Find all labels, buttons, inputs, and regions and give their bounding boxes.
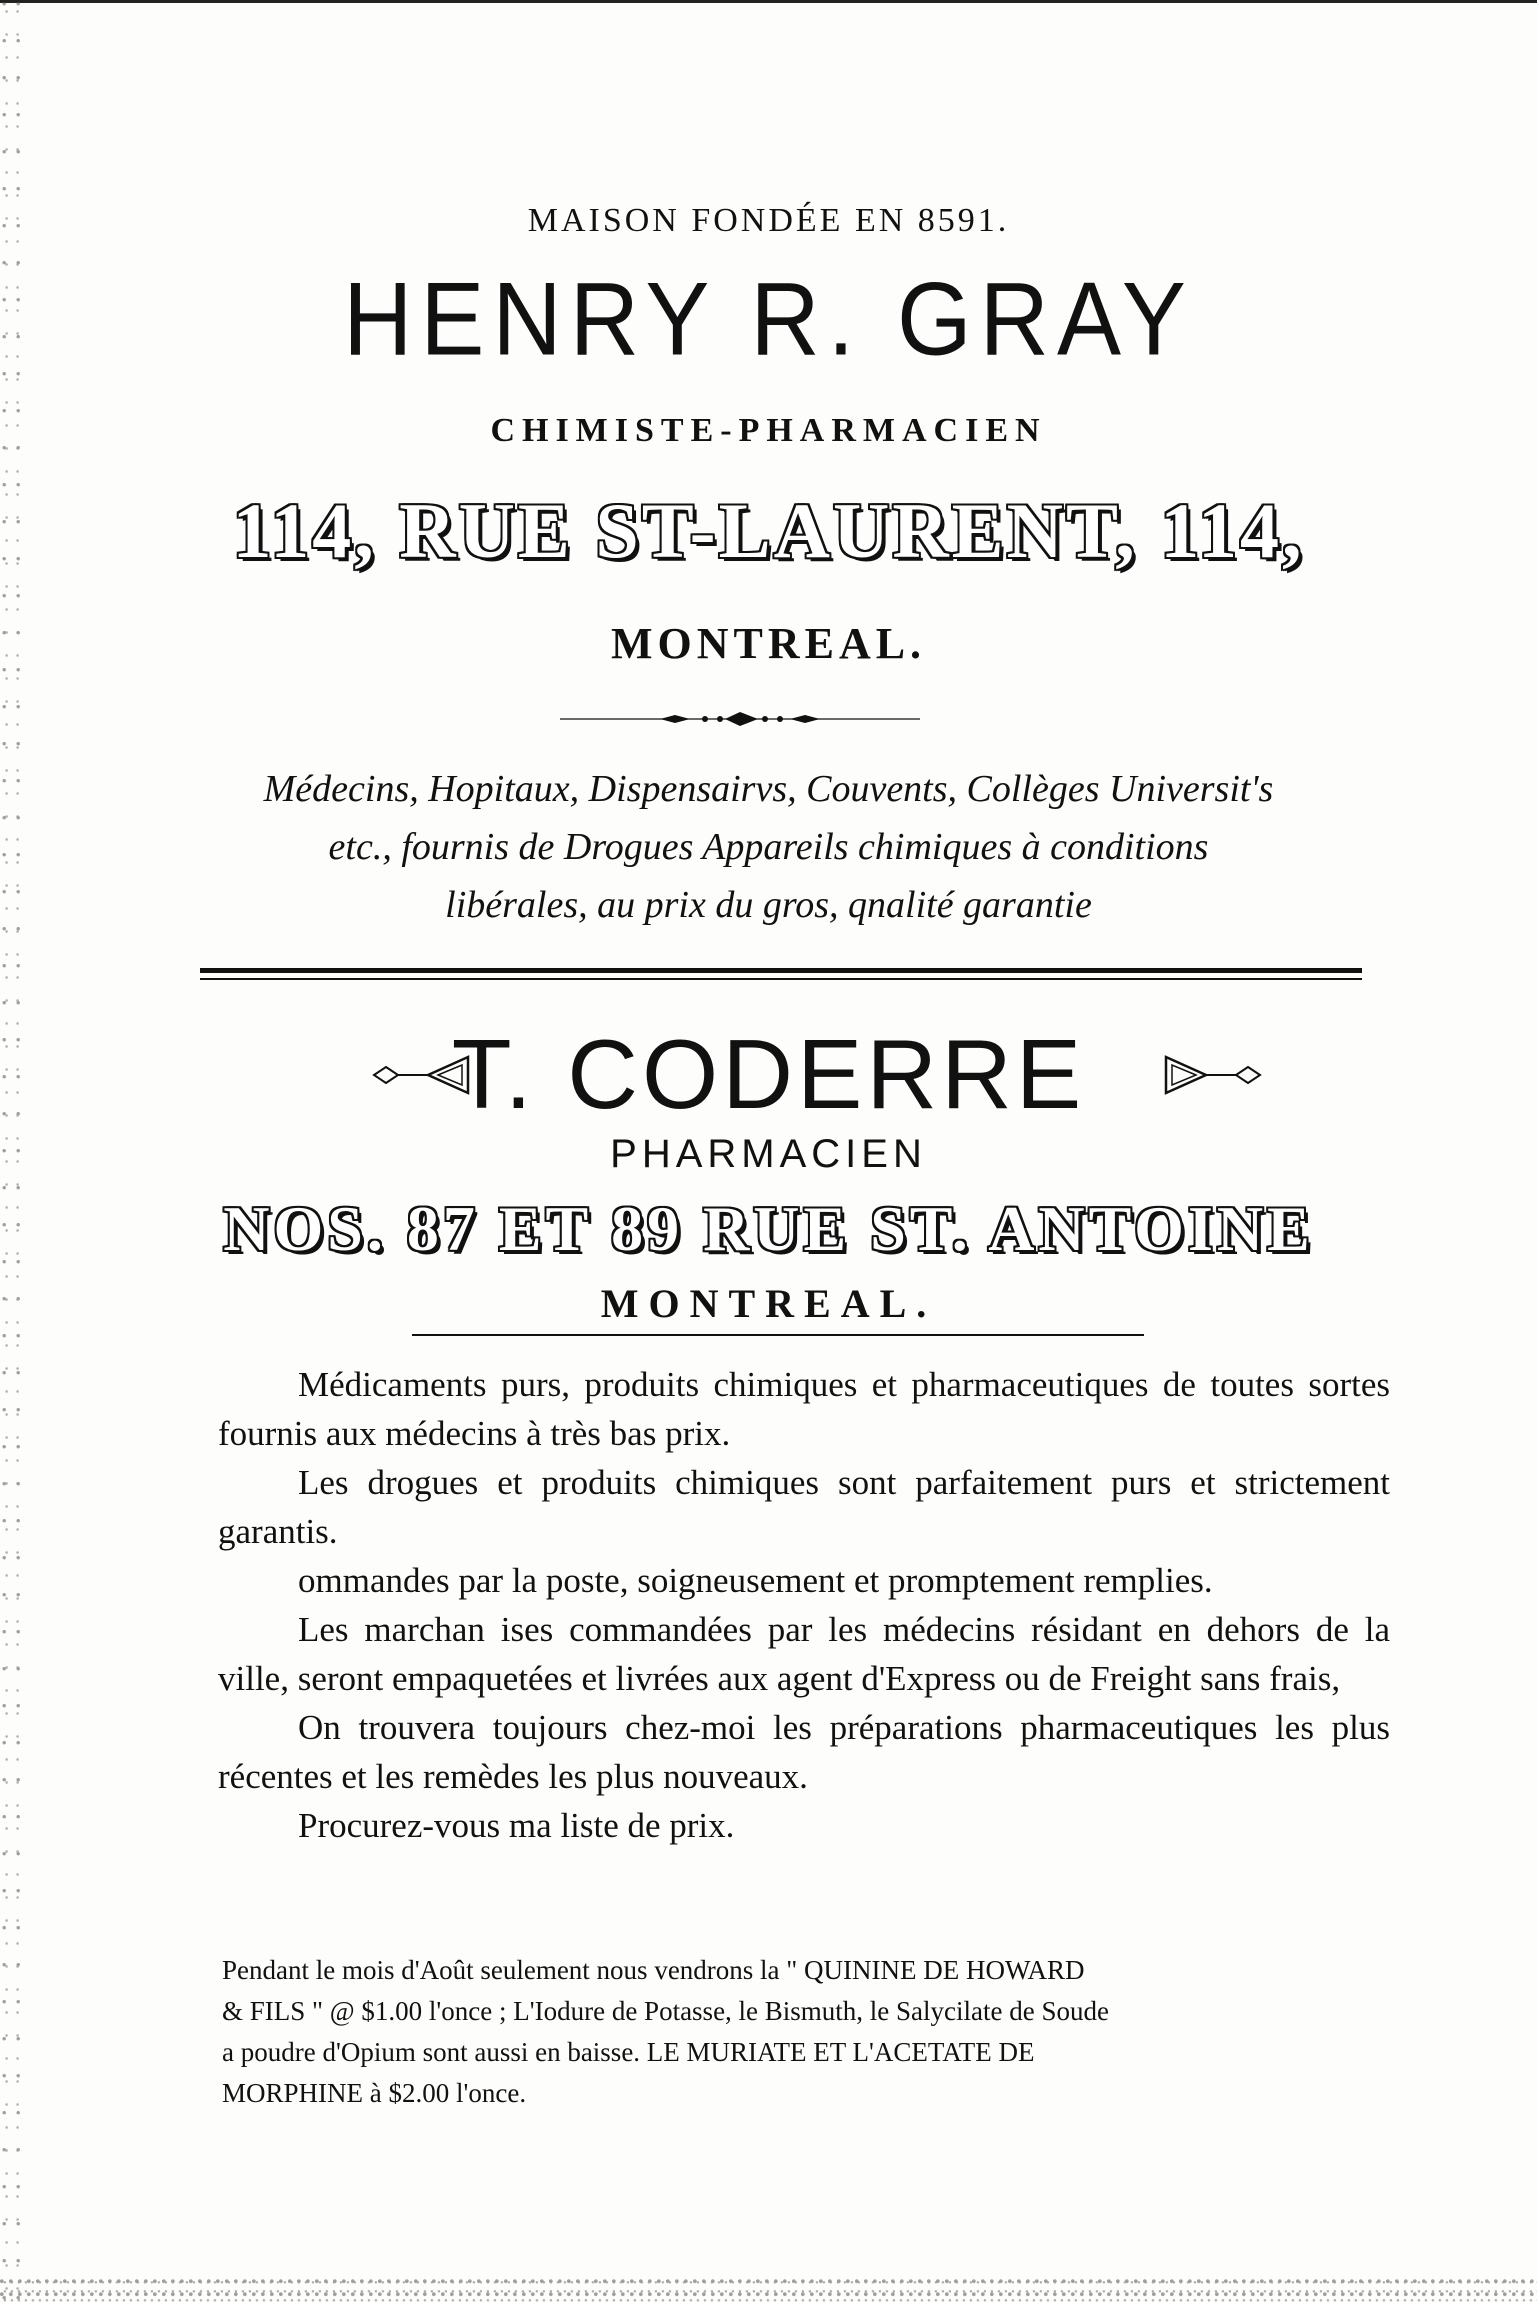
coderre-paragraph: Procurez-vous ma liste de prix. xyxy=(298,1806,735,1845)
right-arrow-ornament-icon xyxy=(1162,1053,1262,1097)
notice-line: & FILS " @ $1.00 l'once ; L'Iodure de Potasse, le Bismuth, le Salycilate de Soude xyxy=(222,1996,1109,2026)
gray-name-heading: HENRY R. GRAY xyxy=(343,261,1194,378)
divider-thick-rule xyxy=(200,968,1362,973)
coderre-paragraph: On trouvera toujours chez-moi les préparations pharmaceutiques les plus récentes et les remèdes les plus nouveaux. xyxy=(218,1708,1390,1796)
coderre-city: MONTREAL. xyxy=(600,1281,937,1326)
section-divider xyxy=(200,968,1362,984)
gray-services-line: Médecins, Hopitaux, Dispensairvs, Couvents, Collèges Universit's xyxy=(263,768,1274,810)
notice-line: Pendant le mois d'Août seulement nous vendrons la " QUININE DE HOWARD xyxy=(222,1955,1085,1985)
gray-address: 114, RUE ST-LAURENT, 114, xyxy=(232,487,1305,574)
coderre-notice xyxy=(222,1950,1400,2114)
gray-services-line: etc., fournis de Drogues Appareils chimiques à conditions xyxy=(328,826,1209,868)
coderre-paragraph: ommandes par la poste, soigneusement et promptement remplies. xyxy=(298,1561,1213,1600)
coderre-profession: PHARMACIEN xyxy=(610,1132,927,1176)
scan-edge-bottom xyxy=(0,2276,1537,2302)
ornament-divider xyxy=(560,708,920,730)
coderre-address: NOS. 87 ET 89 RUE ST. ANTOINE xyxy=(223,1193,1314,1264)
coderre-body xyxy=(218,1360,1390,1850)
coderre-paragraph: Les marchan ises commandées par les médecins résidant en dehors de la ville, seront empaquetées et livrées aux agent d'Express ou de Freight sans frais, xyxy=(218,1610,1390,1698)
coderre-paragraph: Médicaments purs, produits chimiques et pharmaceutiques de toutes sortes fournis aux médecins à très bas prix. xyxy=(218,1365,1390,1453)
coderre-paragraph: Les drogues et produits chimiques sont parfaitement purs et strictement garantis. xyxy=(218,1463,1390,1551)
gray-profession: CHIMISTE-PHARMACIEN xyxy=(490,412,1047,449)
coderre-heading-group xyxy=(0,1019,1537,1135)
notice-line: MORPHINE à $2.00 l'once. xyxy=(222,2078,527,2108)
notice-line: a poudre d'Opium sont aussi en baisse. LE MURIATE ET L'ACETATE DE xyxy=(222,2037,1035,2067)
founded-line: MAISON FONDÉE EN 8591. xyxy=(527,202,1010,239)
gray-city: MONTREAL. xyxy=(610,619,927,668)
coderre-rule xyxy=(412,1334,1144,1336)
coderre-name-heading: T. CODERRE xyxy=(451,1019,1086,1129)
divider-thin-rule xyxy=(200,978,1362,980)
gray-services xyxy=(0,760,1537,934)
top-border xyxy=(0,0,1537,3)
gray-services-line: libérales, au prix du gros, qnalité garantie xyxy=(445,884,1092,926)
